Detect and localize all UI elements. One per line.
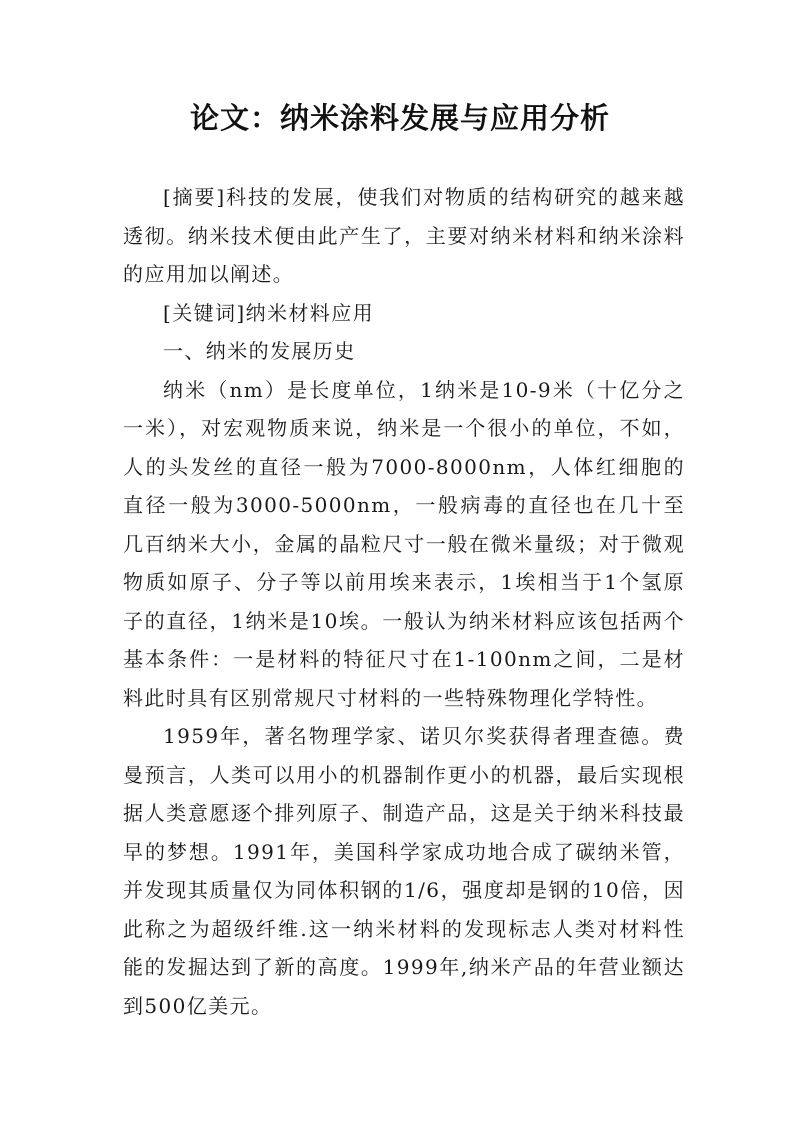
section-heading: 一、纳米的发展历史 bbox=[163, 339, 356, 363]
abstract-paragraph: [摘要]科技的发展，使我们对物质的结构研究的越来越透彻。纳米技术便由此产生了，主要对纳米材料和纳米涂料的应用加以阐述。 bbox=[123, 185, 685, 286]
keywords-paragraph: [关键词]纳米材料应用 bbox=[163, 300, 375, 325]
body-paragraph: 纳米（nm）是长度单位，1纳米是10-9米（十亿分之一米），对宏观物质来说，纳米是一个很小的单位，不如，人的头发丝的直径一般为7000-8000nm，人体红细胞的直径一般为3000-5000nm，一般病毒的直径也在几十至几百纳米大小，金属的晶粒尺寸一般在微米量级；对于微观物质如原子、分子等以前用埃来表示，1埃相当于1个氢原子的直径，1纳米是10埃。一般认为纳米材料应该包括两个基本条件：一是材料的特征尺寸在1-100nm之间，二是材料此时具有区别常规尺寸材料的一些特殊物理化学特性。 bbox=[123, 377, 685, 710]
document-body bbox=[123, 178, 685, 1025]
document-title: 论文：纳米涂料发展与应用分析 bbox=[189, 101, 610, 135]
body-paragraph: 1959年，著名物理学家、诺贝尔奖获得者理查德。费曼预言，人类可以用小的机器制作更小的机器，最后实现根据人类意愿逐个排列原子、制造产品，这是关于纳米科技最早的梦想。1991年，美国科学家成功地合成了碳纳米管，并发现其质量仅为同体积钢的1/6，强度却是钢的10倍，因此称之为超级纤维.这一纳米材料的发现标志人类对材料性能的发掘达到了新的高度。1999年,纳米产品的年营业额达到500亿美元。 bbox=[123, 724, 685, 1018]
